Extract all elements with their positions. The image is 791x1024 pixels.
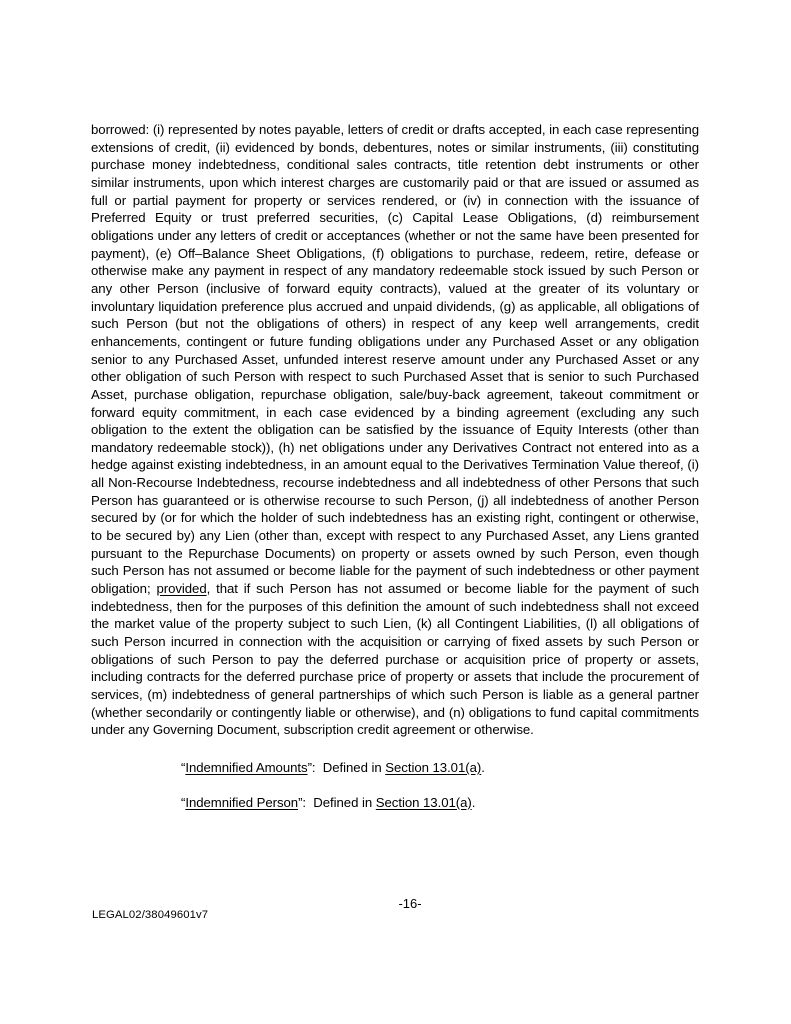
defined-term: Indemnified Amounts [185,759,308,775]
open-quote: “ [181,759,186,775]
page-number: -16- [398,896,422,911]
body-text-before-provided: borrowed: (i) represented by notes payable, letters of credit or drafts accepted, in each case representing extensions of credit, (ii) evidenced by bonds, debentures, notes or similar instruments, (iii) constituting purchase money indebtedness, conditional sales contracts, title retention debt instruments or other similar instruments, upon which interest charges are customarily paid or that are issued or assumed as full or partial payment for property or services rendered, or (iv) in connection with the issuance of Preferred Equity or trust preferred securities, (c) Capital Lease Obligations, (d) reimbursement obligations under any letters of credit or acceptances (whether or not the same have been presented for payment), (e) Off–Balance Sheet Obligations, (f) obligations to purchase, redeem, retire, defease or otherwise make any payment in respect of any mandatory redeemable stock issued by such Person or any other Person (inclusive of forward equity contracts), valued at the greater of its voluntary or involuntary liquidation preference plus accrued and unpaid dividends, (g) as applicable, all obligations of such Person (but not the obligations of others) in respect of any keep well arrangements, credit enhancements, contingent or future funding obligations under any Purchased Asset or any obligation senior to any Purchased Asset, unfunded interest reserve amount under any Purchased Asset or any other obligation of such Person with respect to such Purchased Asset that is senior to such Purchased Asset, purchase obligation, repurchase obligation, sale/buy-back agreement, takeout commitment or forward equity commitment, in each case evidenced by a binding agreement (excluding any such obligation to the extent the obligation can be satisfied by the issuance of Equity Interests (other than mandatory redeemable stock)), (h) net obligations under any Derivatives Contract not entered into as a hedge against existing indebtedness, in an amount equal to the Derivatives Termination Value thereof, (i) all Non-Recourse Indebtedness, recourse indebtedness and all indebtedness of other Persons that such Person has guaranteed or is otherwise recourse to such Person, (j) all indebtedness of another Person secured by (or for which the holder of such indebtedness has an existing right, contingent or otherwise, to be secured by) any Lien (other than, except with respect to any Purchased Asset, any Liens granted pursuant to the Repurchase Documents) on property or assets owned by such Person, even though such Person has not assumed or become liable for the payment of such indebtedness or other payment obligation; [91,122,699,597]
open-quote: “ [181,794,186,810]
definition-line-indemnified-person [91,794,699,812]
definition-period: . [471,794,476,810]
page-content [91,121,699,811]
section-reference: Section 13.01(a) [375,794,472,810]
document-control-number: LEGAL02/38049601v7 [92,909,209,921]
provided-underlined-term: provided [156,581,207,597]
definition-period: . [481,759,485,775]
definition-line-indemnified-amounts [91,759,699,777]
definition-middle-text: ”: Defined in [298,794,376,810]
definition-middle-text: ”: Defined in [307,759,386,775]
indebtedness-definition-paragraph [91,121,699,739]
section-reference: Section 13.01(a) [385,759,482,775]
body-text-after-provided: , that if such Person has not assumed or become liable for the payment of such indebtedness, then for the purposes of this definition the amount of such indebtedness shall not exceed the market value of the property subject to such Lien, (k) all Contingent Liabilities, (l) all obligations of such Person incurred in connection with the acquisition or carrying of fixed assets by such Person or obligations of such Person to pay the deferred purchase or acquisition price of property or assets, including contracts for the deferred purchase price of property or assets that include the procurement of services, (m) indebtedness of general partnerships of which such Person is liable as a general partner (whether secondarily or contingently liable or otherwise), and (n) obligations to fund capital commitments under any Governing Document, subscription credit agreement or otherwise. [91,581,699,738]
defined-term: Indemnified Person [185,794,299,810]
